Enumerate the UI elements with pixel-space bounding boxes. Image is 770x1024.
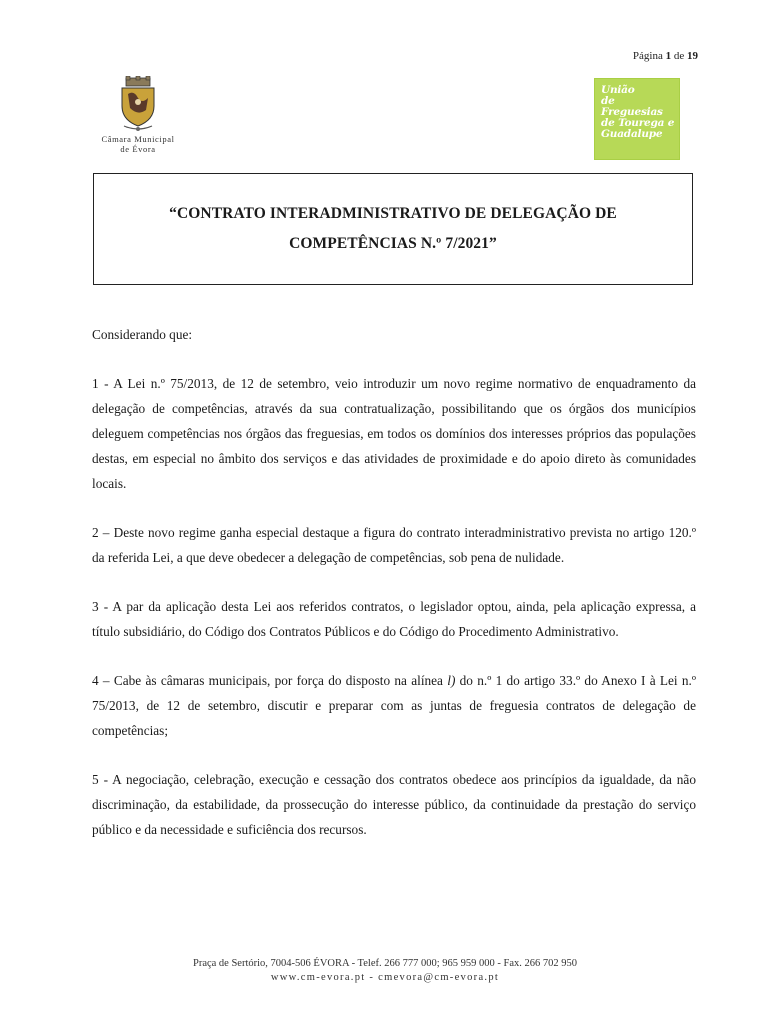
paragraph-1: 1 - A Lei n.º 75/2013, de 12 de setembro, veio introduzir um novo regime normativo de enquadramento da delegação de competências, através da sua contratualização, possibilitando que os órgãos dos municípios deleguem competências nos órgãos das freguesias, em todos os domínios dos interesses próprios das populações destas, em especial no âmbito dos serviços e das atividades de proximidade e do apoio direto às comunidades locais. xyxy=(92,376,696,491)
camara-municipal-logo xyxy=(88,76,188,154)
logo-line: de xyxy=(601,95,615,107)
page-current: 1 xyxy=(665,50,672,62)
municipality-name-line1: Câmara Municipal xyxy=(101,134,175,144)
title-line1: “CONTRATO INTERADMINISTRATIVO DE DELEGAÇÃO DE xyxy=(169,205,617,222)
page-of: de xyxy=(673,50,685,62)
uniao-freguesias-logo xyxy=(594,78,680,160)
logo-line: de Tourega e xyxy=(601,117,675,129)
logo-line: Freguesias xyxy=(601,106,663,118)
footer-contacts: www.cm-evora.pt - cmevora@cm-evora.pt xyxy=(270,972,500,983)
footer-address: Praça de Sertório, 7004-506 ÉVORA - Telef. 266 777 000; 965 959 000 - Fax. 266 702 950 xyxy=(192,958,578,969)
paragraph-4-italic: l) xyxy=(447,673,456,688)
document-title xyxy=(169,199,617,259)
document-title-box xyxy=(93,173,693,285)
page-label: Página xyxy=(632,50,663,62)
paragraph-4-start: 4 – Cabe às câmaras municipais, por força do disposto na alínea xyxy=(92,673,448,688)
page-number xyxy=(633,50,698,62)
paragraph-5: 5 - A negociação, celebração, execução e cessação dos contratos obedece aos princípios da igualdade, da não discriminação, da estabilidade, da prossecução do interesse público, da continuidade da prestação do serviço público e da necessidade e suficiência dos recursos. xyxy=(92,772,696,837)
paragraph-4 xyxy=(92,668,696,743)
coat-of-arms-icon xyxy=(116,76,160,132)
document-body xyxy=(92,322,696,866)
title-line2: COMPETÊNCIAS N.º 7/2021” xyxy=(289,235,497,252)
logo-line: União xyxy=(601,84,635,96)
municipality-name xyxy=(88,134,188,154)
logo-line: Guadalupe xyxy=(601,128,663,140)
paragraph-3: 3 - A par da aplicação desta Lei aos referidos contratos, o legislador optou, ainda, pela aplicação expressa, a título subsidiário, do Código dos Contratos Públicos e do Código do Procedimento Administrativo. xyxy=(92,599,696,639)
page-footer xyxy=(0,957,770,985)
municipality-name-line2: de Évora xyxy=(120,144,156,154)
paragraph-4-end: do n.º 1 do artigo 33.º do Anexo I à Lei n.º 75/2013, de 12 de setembro, discutir e preparar com as juntas de freguesia contratos de delegação de competências; xyxy=(92,673,696,738)
paragraph-2: 2 – Deste novo regime ganha especial destaque a figura do contrato interadministrativo prevista no artigo 120.º da referida Lei, a que deve obedecer a delegação de competências, sob pena de nulidade. xyxy=(92,525,696,565)
intro-text: Considerando que: xyxy=(92,327,193,342)
page-total: 19 xyxy=(687,50,698,62)
